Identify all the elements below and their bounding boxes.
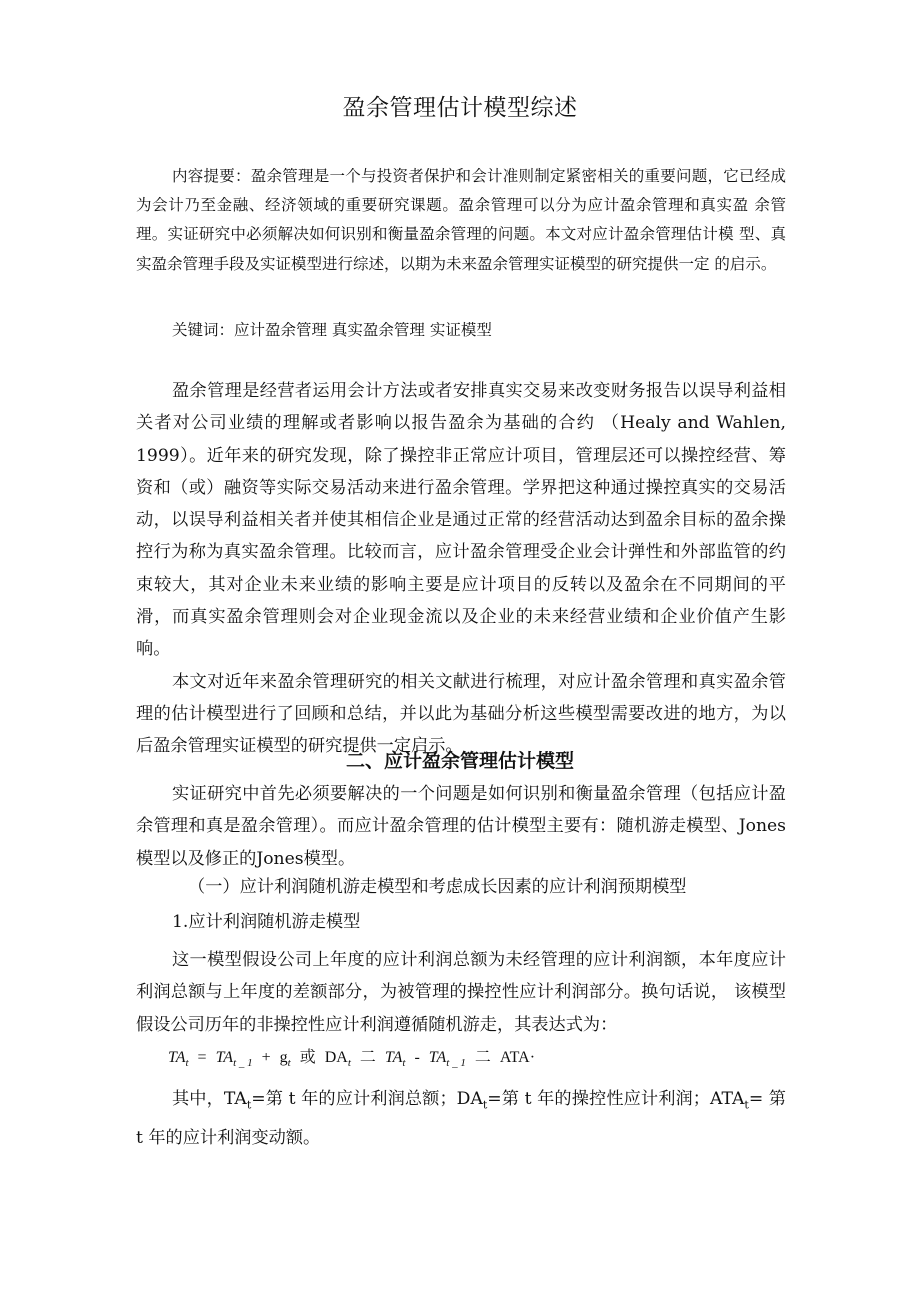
formula-eq2-1: 二: [359, 1049, 376, 1066]
defs-part-1: =第 t 年的应计利润总额；DA: [251, 1089, 483, 1109]
introduction: [136, 375, 786, 763]
keywords: 关键词：应计盈余管理 真实盈余管理 实证模型: [172, 321, 492, 339]
section-paragraph-1: 实证研究中首先必须要解决的一个问题是如何识别和衡量盈余管理（包括应计盈余管理和真是盈余管理）。而应计盈余管理的估计模型主要有：随机游走模型、Jones模型以及修正的Jones模型。: [136, 784, 786, 869]
defs-sub-t-2: t: [482, 1098, 488, 1112]
document-title: 盈余管理估计模型综述: [342, 95, 578, 121]
formula-sub-t-1: t: [185, 1057, 189, 1069]
formula-ta-2: TA: [215, 1049, 234, 1066]
formula-sub-t1-1: t _ 1: [233, 1057, 253, 1069]
formula-plus: +: [261, 1049, 271, 1066]
formula-ta-4: TA: [428, 1049, 447, 1066]
defs-sub-t-3: t: [744, 1098, 749, 1112]
definitions-paragraph: [136, 1083, 786, 1154]
formula-da: DA: [324, 1049, 348, 1066]
subheading-2: 1.应计利润随机游走模型: [172, 912, 361, 932]
formula-sub-t-2: t: [287, 1057, 291, 1069]
abstract: [136, 162, 786, 279]
defs-part-3: = 第 t 年的应计利润变动额。: [136, 1089, 786, 1148]
subheading-1: （一）应计利润随机游走模型和考虑成长因素的应计利润预期模型: [188, 877, 687, 897]
formula-minus: -: [414, 1049, 420, 1066]
model-paragraph: 这一模型假设公司上年度的应计利润总额为未经管理的应计利润额，本年度应计利润总额与上年度的差额部分，为被管理的操控性应计利润部分。换句话说， 该模型假设公司历年的非操控性应计利润遵循随机游走，其表达式为：: [136, 950, 786, 1035]
formula-sub-t-4: t: [402, 1057, 406, 1069]
section-body: [136, 778, 786, 875]
formula-ata: ATA·: [499, 1049, 536, 1066]
definitions: [136, 1083, 786, 1154]
formula: [168, 1043, 535, 1078]
abstract-text: 内容提要：盈余管理是一个与投资者保护和会计准则制定紧密相关的重要问题，它已经成为会计乃至金融、经济领域的重要研究课题。盈余管理可以分为应计盈余管理和真实盈 余管理。实证研究中必须解决如何识别和衡量盈余管理的问题。本文对应计盈余管理估计模 型、真实盈余管理手段及实证模型进行综述，以期为未来盈余管理实证模型的研究提供一定 的启示。: [136, 167, 786, 273]
formula-sub-t-3: t: [347, 1057, 351, 1069]
defs-lead: 其中，TA: [172, 1089, 247, 1109]
formula-ta-3: TA: [384, 1049, 403, 1066]
section-heading: 二、应计盈余管理估计模型: [345, 750, 574, 772]
formula-sub-t1-2: t _ 1: [446, 1057, 466, 1069]
defs-sub-t-1: t: [246, 1098, 252, 1112]
formula-equals: =: [197, 1049, 207, 1066]
intro-paragraph-2: 本文对近年来盈余管理研究的相关文献进行梳理，对应计盈余管理和真实盈余管理的估计模型进行了回顾和总结，并以此为基础分析这些模型需要改进的地方，为以后盈余管理实证模型的研究提供一定启示。: [136, 671, 786, 757]
formula-g: g: [279, 1049, 288, 1066]
formula-eq2-2: 二: [474, 1049, 491, 1066]
defs-part-2: =第 t 年的操控性应计利润；ATA: [487, 1089, 745, 1109]
model-description: [136, 944, 786, 1041]
formula-or: 或: [299, 1049, 316, 1066]
intro-paragraph-1: 盈余管理是经营者运用会计方法或者安排真实交易来改变财务报告以误导利益相关者对公司业绩的理解或者影响以报告盈余为基础的合约 （Healy and Wahlen, 1999）。近年来的研究发现，除了操控非正常应计项目，管理层还可以操控经营、筹资和（或）融资等实际交易活动来进行盈余管理。学界把这种通过操控真实的交易活动，以误导利益相关者并使其相信企业是通过正常的经营活动达到盈余目标的盈余操控行为称为真实盈余管理。比较而言，应计盈余管理受企业会计弹性和外部监管的约束较大，其对企业未来业绩的影响主要是应计项目的反转以及盈余在不同期间的平滑，而真实盈余管理则会对企业现金流以及企业的未来经营业绩和企业价值产生影响。: [136, 381, 786, 660]
formula-ta-1: TA: [168, 1049, 186, 1066]
